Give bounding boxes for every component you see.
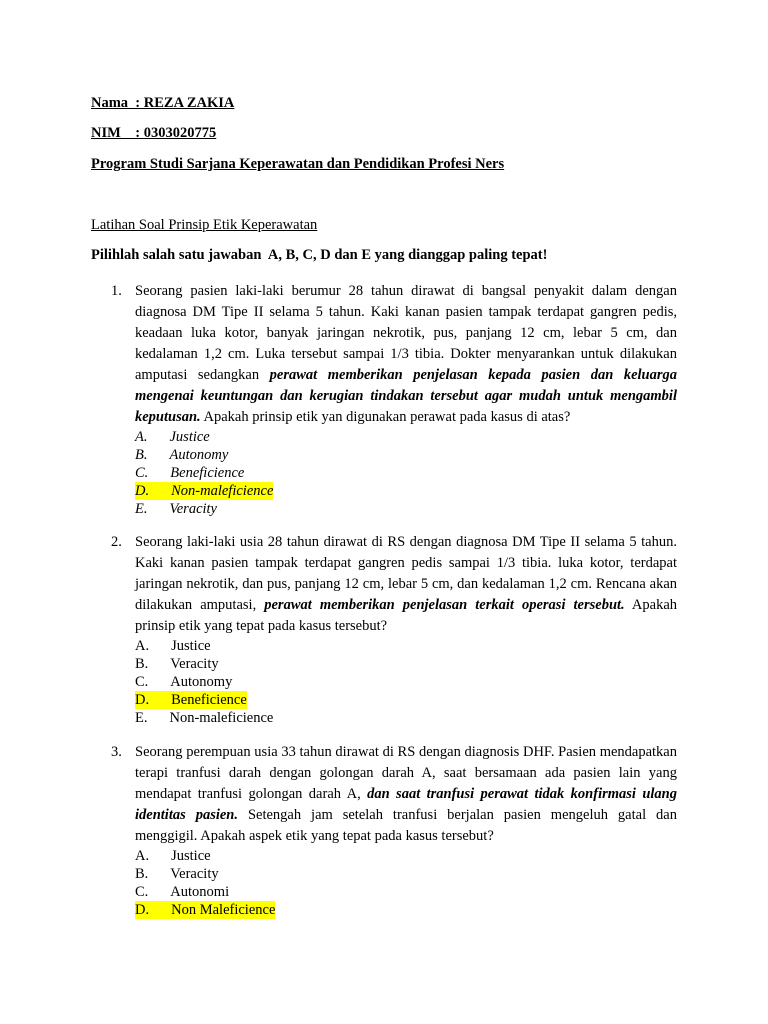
option-c[interactable]: C. Beneficience — [135, 465, 245, 481]
question-emphasis: dan saat tranfusi perawat tidak konfirmasi ulang identitas pasien. — [135, 786, 677, 823]
highlighted-answer: D. Non-maleficience — [135, 483, 274, 499]
option-b[interactable]: B. Veracity — [135, 656, 219, 672]
answer-options — [135, 637, 677, 727]
option-d[interactable] — [135, 901, 677, 919]
option-b[interactable]: B. Veracity — [135, 866, 219, 882]
question-number: 1. — [111, 283, 122, 299]
option-d[interactable] — [135, 482, 677, 500]
question-emphasis: perawat memberikan penjelasan kepada pasien dan keluarga mengenai keuntungan dan kerugian tindakan tersebut agar mudah untuk mengambil keputusan. — [135, 367, 677, 425]
option-e[interactable]: E. Non-maleficience — [135, 710, 274, 726]
student-nim: NIM : 0303020775 — [91, 125, 217, 141]
option-b[interactable]: B. Autonomy — [135, 447, 229, 463]
highlighted-answer: D. Beneficience — [135, 692, 247, 708]
question-1 — [111, 281, 677, 518]
option-a[interactable]: A. Justice — [135, 638, 211, 654]
question-3 — [111, 742, 677, 919]
question-2 — [111, 532, 677, 727]
question-text: Seorang perempuan usia 33 tahun dirawat di RS dengan diagnosis DHF. Pasien mendapatkan terapi tranfusi darah dengan golongan darah A, saat bersamaan ada pasien lain yang mendapat tranfusi golongan darah A, dan saat tranfusi perawat tidak konfirmasi ulang identitas pasien. Setengah jam setelah tranfusi berjalan pasien mengeluh gatal dan menggigil. Apakah aspek etik yang tepat pada kasus tersebut? — [135, 744, 677, 844]
exercise-title: Latihan Soal Prinsip Etik Keperawatan — [91, 217, 318, 233]
option-c[interactable]: C. Autonomy — [135, 674, 233, 690]
question-number: 3. — [111, 744, 122, 760]
option-a[interactable]: A. Justice — [135, 848, 211, 864]
option-c[interactable]: C. Autonomi — [135, 884, 230, 900]
student-name: Nama : REZA ZAKIA — [91, 95, 235, 111]
question-text: Seorang pasien laki-laki berumur 28 tahun dirawat di bangsal penyakit dalam dengan diagnosa DM Tipe II selama 5 tahun. Kaki kanan pasien tampak terdapat gangren pedis, keadaan luka kotor, banyak jaringan nekrotik, pus, panjang 12 cm, lebar 5 cm, dan kedalaman 1,2 cm. Luka tersebut sampai 1/3 tibia. Dokter menyarankan untuk dilakukan amputasi sedangkan perawat memberikan penjelasan kepada pasien dan keluarga mengenai keuntungan dan kerugian tindakan tersebut agar mudah untuk mengambil keputusan. Apakah prinsip etik yan digunakan perawat pada kasus di atas? — [135, 283, 677, 425]
answer-options — [135, 428, 677, 518]
highlighted-answer: D. Non Maleficience — [135, 902, 276, 918]
option-d[interactable] — [135, 691, 677, 709]
answer-options — [135, 847, 677, 919]
instruction: Pilihlah salah satu jawaban A, B, C, D dan E yang dianggap paling tepat! — [91, 247, 548, 263]
question-emphasis: perawat memberikan penjelasan terkait operasi tersebut. — [264, 597, 625, 613]
study-program: Program Studi Sarjana Keperawatan dan Pendidikan Profesi Ners — [91, 156, 505, 172]
option-e[interactable]: E. Veracity — [135, 501, 217, 517]
question-text: Seorang laki-laki usia 28 tahun dirawat di RS dengan diagnosa DM Tipe II selama 5 tahun. Kaki kanan pasien tampak terdapat gangren pedis sampai 1/3 tibia. luka kotor, terdapat jaringan nekrotik, dan pus, panjang 12 cm, lebar 5 cm, dan kedalaman 1,2 cm. Rencana akan dilakukan amputasi, perawat memberikan penjelasan terkait operasi tersebut. Apakah prinsip etik yang tepat pada kasus tersebut? — [135, 534, 678, 634]
option-a[interactable]: A. Justice — [135, 429, 210, 445]
question-number: 2. — [111, 534, 122, 550]
